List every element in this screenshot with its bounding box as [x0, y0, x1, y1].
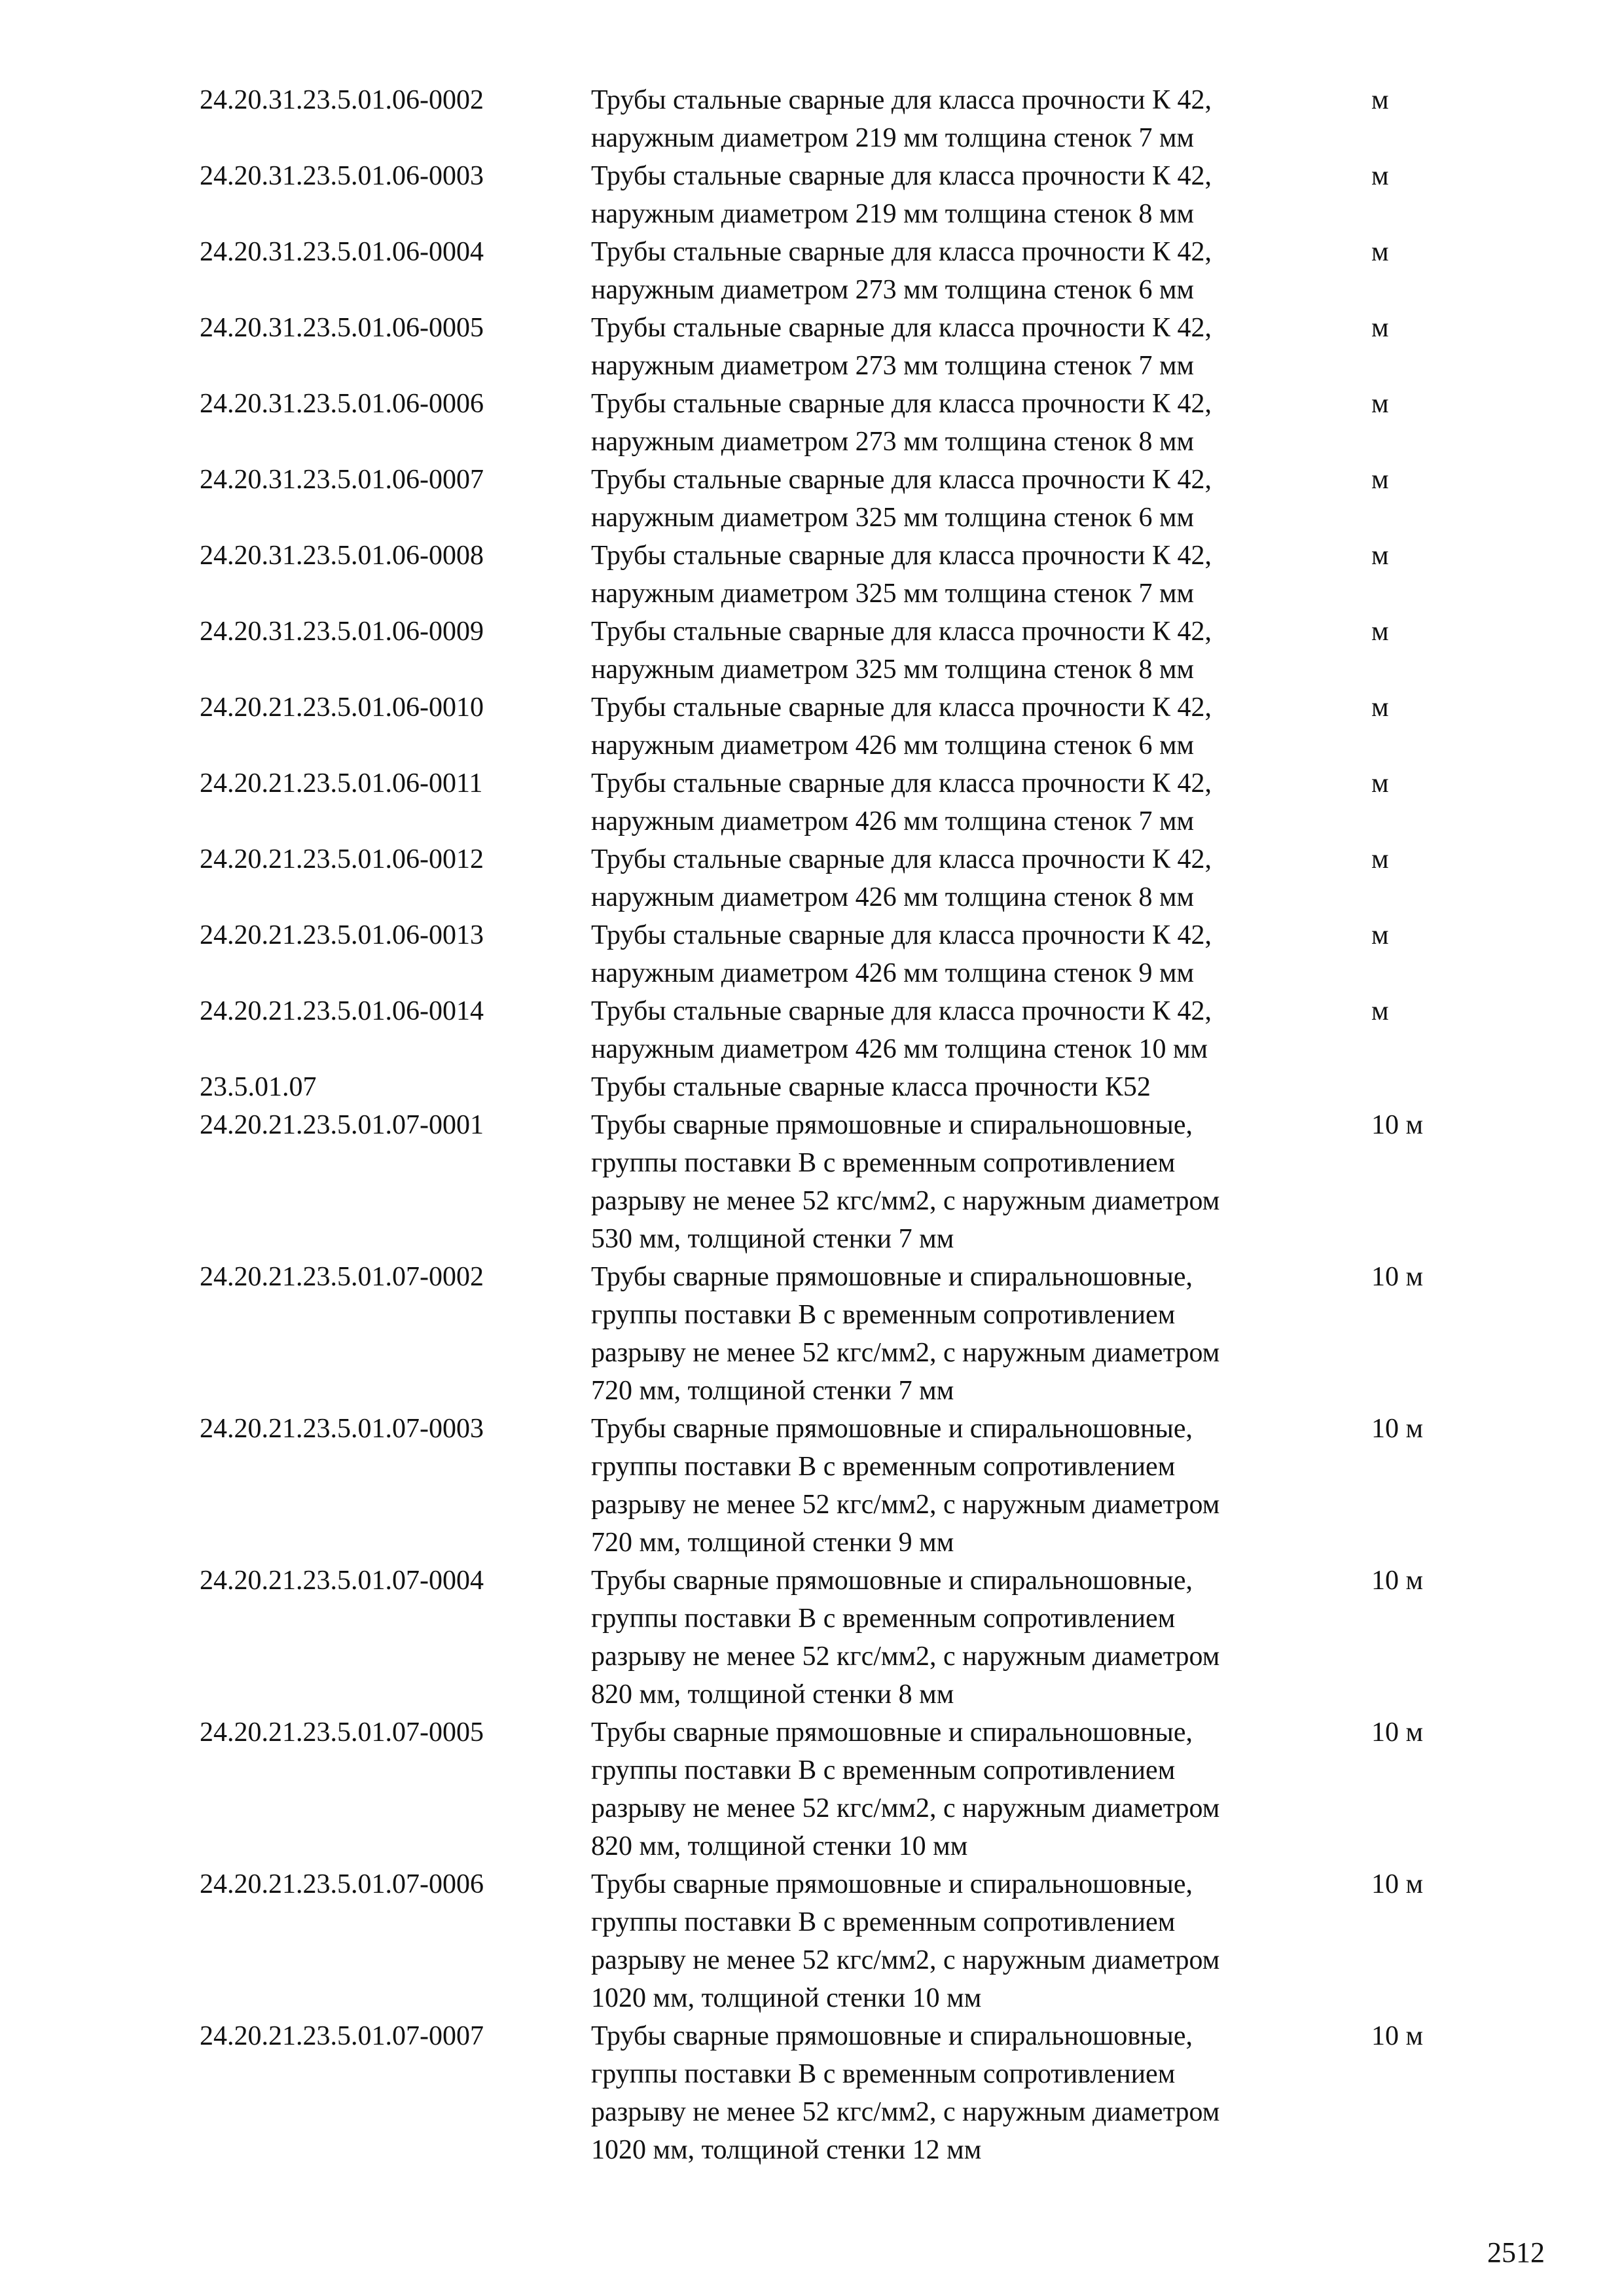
- row-code: 24.20.31.23.5.01.06-0004: [200, 237, 484, 267]
- row-description: Трубы сварные прямошовные и спиральношовные, группы поставки В с временным сопротивлением разрыву не менее 52 кгс/мм2, с наружным диаметром 1020 мм, толщиной стенки 10 мм: [591, 1869, 1220, 2013]
- row-code: 24.20.31.23.5.01.06-0003: [200, 161, 484, 191]
- row-unit: м: [1371, 617, 1389, 647]
- row-unit: 10 м: [1371, 1869, 1424, 1899]
- row-code: 24.20.21.23.5.01.07-0006: [200, 1869, 484, 1899]
- row-code: 24.20.31.23.5.01.06-0008: [200, 541, 484, 571]
- row-description: Трубы сварные прямошовные и спиральношовные, группы поставки В с временным сопротивлением разрыву не менее 52 кгс/мм2, с наружным диаметром 530 мм, толщиной стенки 7 мм: [591, 1110, 1220, 1254]
- row-unit: м: [1371, 692, 1389, 723]
- row-code: 24.20.21.23.5.01.07-0007: [200, 2021, 484, 2051]
- row-unit: м: [1371, 313, 1389, 343]
- row-unit: м: [1371, 844, 1389, 874]
- row-unit: 10 м: [1371, 1110, 1424, 1140]
- row-code: 24.20.21.23.5.01.07-0005: [200, 1717, 484, 1748]
- row-description: Трубы стальные сварные для класса прочности К 42, наружным диаметром 325 мм толщина стенок 8 мм: [591, 617, 1212, 685]
- row-description: Трубы стальные сварные для класса прочности К 42, наружным диаметром 219 мм толщина стенок 8 мм: [591, 161, 1212, 229]
- row-description: Трубы сварные прямошовные и спиральношовные, группы поставки В с временным сопротивлением разрыву не менее 52 кгс/мм2, с наружным диаметром 820 мм, толщиной стенки 10 мм: [591, 1717, 1220, 1861]
- row-description: Трубы стальные сварные для класса прочности К 42, наружным диаметром 426 мм толщина стенок 6 мм: [591, 692, 1212, 761]
- row-description: Трубы сварные прямошовные и спиральношовные, группы поставки В с временным сопротивлением разрыву не менее 52 кгс/мм2, с наружным диаметром 1020 мм, толщиной стенки 12 мм: [591, 2021, 1220, 2165]
- row-code: 24.20.31.23.5.01.06-0006: [200, 389, 484, 419]
- row-unit: м: [1371, 237, 1389, 267]
- page-number: 2512: [1487, 2236, 1545, 2269]
- row-unit: м: [1371, 161, 1389, 191]
- row-description: Трубы стальные сварные для класса прочности К 42, наружным диаметром 426 мм толщина стенок 10 мм: [591, 996, 1212, 1064]
- row-description: Трубы стальные сварные для класса прочности К 42, наружным диаметром 426 мм толщина стенок 7 мм: [591, 768, 1212, 836]
- row-code: 24.20.21.23.5.01.07-0004: [200, 1566, 484, 1596]
- row-code: 24.20.21.23.5.01.07-0001: [200, 1110, 484, 1140]
- row-code: 24.20.21.23.5.01.06-0010: [200, 692, 484, 723]
- row-description: Трубы стальные сварные для класса прочности К 42, наружным диаметром 426 мм толщина стенок 8 мм: [591, 844, 1212, 912]
- row-code: 24.20.31.23.5.01.06-0007: [200, 465, 484, 495]
- row-unit: 10 м: [1371, 1262, 1424, 1292]
- row-code: 24.20.21.23.5.01.06-0013: [200, 920, 484, 950]
- row-unit: м: [1371, 389, 1389, 419]
- row-code: 24.20.31.23.5.01.06-0002: [200, 85, 484, 115]
- row-code: 24.20.21.23.5.01.06-0012: [200, 844, 484, 874]
- row-description: Трубы стальные сварные для класса прочности К 42, наружным диаметром 219 мм толщина стенок 7 мм: [591, 85, 1212, 153]
- row-unit: м: [1371, 768, 1389, 798]
- row-code: 24.20.21.23.5.01.06-0011: [200, 768, 483, 798]
- row-code: 24.20.21.23.5.01.07-0003: [200, 1414, 484, 1444]
- row-description: Трубы стальные сварные для класса прочности К 42, наружным диаметром 325 мм толщина стенок 7 мм: [591, 541, 1212, 609]
- row-unit: м: [1371, 541, 1389, 571]
- row-code: 24.20.31.23.5.01.06-0005: [200, 313, 484, 343]
- row-description: Трубы сварные прямошовные и спиральношовные, группы поставки В с временным сопротивлением разрыву не менее 52 кгс/мм2, с наружным диаметром 720 мм, толщиной стенки 9 мм: [591, 1414, 1220, 1558]
- row-description: Трубы стальные сварные для класса прочности К 42, наружным диаметром 273 мм толщина стенок 7 мм: [591, 313, 1212, 381]
- row-unit: м: [1371, 996, 1389, 1026]
- row-unit: м: [1371, 85, 1389, 115]
- row-code: 24.20.21.23.5.01.06-0014: [200, 996, 484, 1026]
- row-description: Трубы сварные прямошовные и спиральношовные, группы поставки В с временным сопротивлением разрыву не менее 52 кгс/мм2, с наружным диаметром 820 мм, толщиной стенки 8 мм: [591, 1566, 1220, 1710]
- section-code: 23.5.01.07: [200, 1072, 317, 1102]
- row-description: Трубы стальные сварные для класса прочности К 42, наружным диаметром 426 мм толщина стенок 9 мм: [591, 920, 1212, 988]
- section-title: Трубы стальные сварные класса прочности К52: [591, 1072, 1151, 1102]
- row-unit: 10 м: [1371, 1414, 1424, 1444]
- row-unit: 10 м: [1371, 2021, 1424, 2051]
- row-description: Трубы стальные сварные для класса прочности К 42, наружным диаметром 325 мм толщина стенок 6 мм: [591, 465, 1212, 533]
- row-description: Трубы сварные прямошовные и спиральношовные, группы поставки В с временным сопротивлением разрыву не менее 52 кгс/мм2, с наружным диаметром 720 мм, толщиной стенки 7 мм: [591, 1262, 1220, 1406]
- row-description: Трубы стальные сварные для класса прочности К 42, наружным диаметром 273 мм толщина стенок 6 мм: [591, 237, 1212, 305]
- row-unit: м: [1371, 465, 1389, 495]
- row-description: Трубы стальные сварные для класса прочности К 42, наружным диаметром 273 мм толщина стенок 8 мм: [591, 389, 1212, 457]
- row-code: 24.20.31.23.5.01.06-0009: [200, 617, 484, 647]
- row-unit: м: [1371, 920, 1389, 950]
- row-unit: 10 м: [1371, 1566, 1424, 1596]
- row-unit: 10 м: [1371, 1717, 1424, 1748]
- row-code: 24.20.21.23.5.01.07-0002: [200, 1262, 484, 1292]
